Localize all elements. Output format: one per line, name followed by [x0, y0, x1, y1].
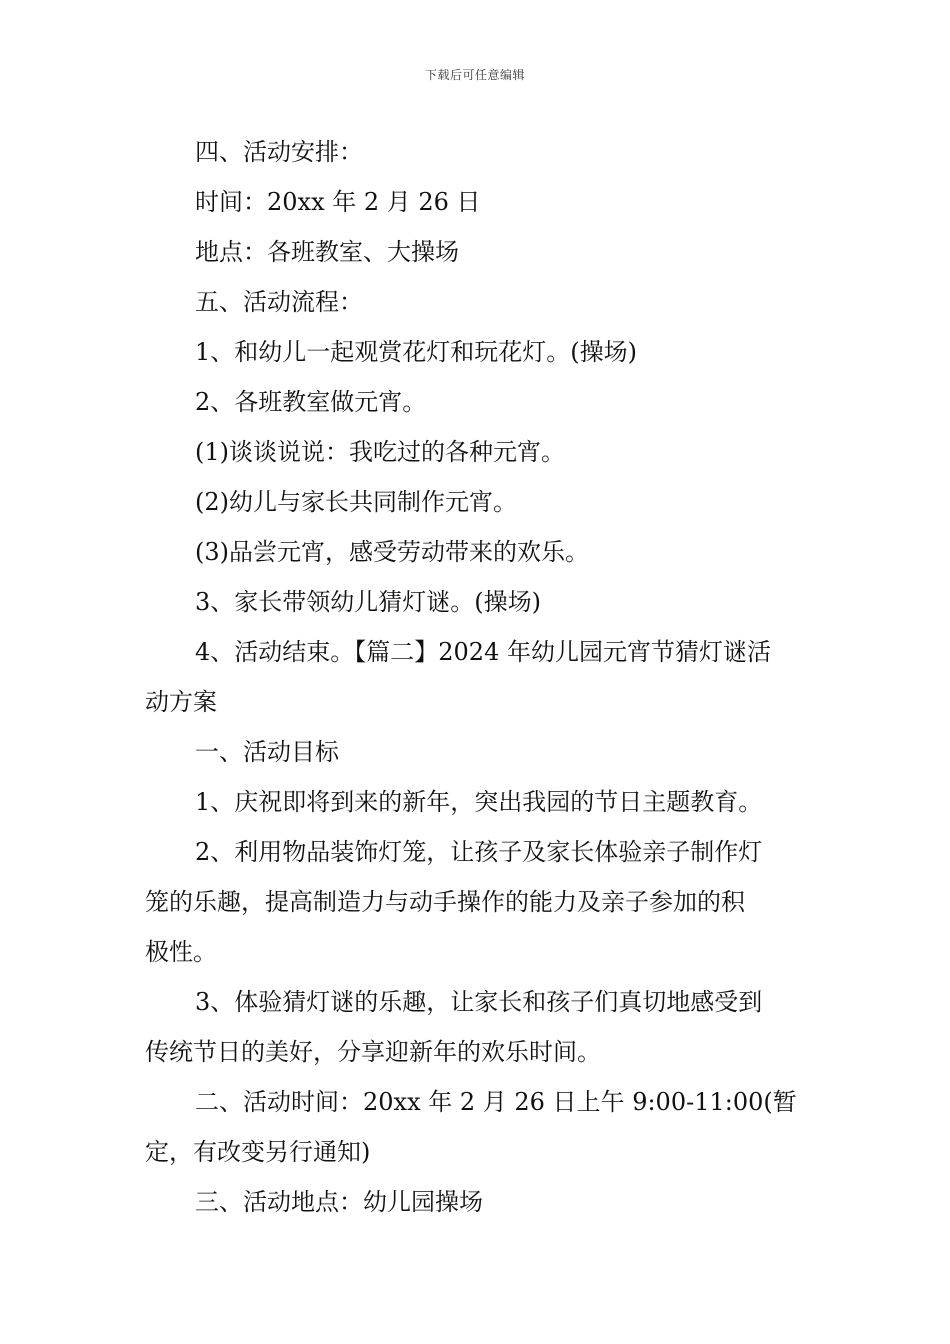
paragraph-line: 传统节日的美好，分享迎新年的欢乐时间。 [145, 1038, 601, 1066]
paragraph-line: (1)谈谈说说：我吃过的各种元宵。 [195, 438, 565, 466]
paragraph-line: 时间：20xx 年 2 月 26 日 [195, 188, 481, 216]
section-heading: 三、活动地点：幼儿园操场 [195, 1188, 483, 1216]
paragraph-line: (3)品尝元宵，感受劳动带来的欢乐。 [195, 538, 589, 566]
paragraph-line: 3、体验猜灯谜的乐趣，让家长和孩子们真切地感受到 [195, 988, 763, 1016]
paragraph-line: (2)幼儿与家长共同制作元宵。 [195, 488, 517, 516]
section-heading: 五、活动流程： [195, 288, 363, 316]
page-header: 下载后可任意编辑 [424, 68, 525, 82]
paragraph-line: 2、利用物品装饰灯笼，让孩子及家长体验亲子制作灯 [195, 838, 763, 866]
section-heading: 四、活动安排： [195, 138, 363, 166]
paragraph-line: 2、各班教室做元宵。 [195, 388, 427, 416]
paragraph-line: 动方案 [145, 688, 217, 716]
document-body [145, 127, 813, 1227]
paragraph-line: 3、家长带领幼儿猜灯谜。(操场) [195, 588, 541, 616]
paragraph-line: 极性。 [145, 938, 217, 966]
section-heading: 二、活动时间：20xx 年 2 月 26 日上午 9:00-11:00(暂 [195, 1088, 797, 1116]
paragraph-line: 1、庆祝即将到来的新年，突出我园的节日主题教育。 [195, 788, 763, 816]
paragraph-line: 4、活动结束。【篇二】2024 年幼儿园元宵节猜灯谜活 [195, 638, 771, 666]
paragraph-line: 1、和幼儿一起观赏花灯和玩花灯。(操场) [195, 338, 637, 366]
paragraph-line: 笼的乐趣，提高制造力与动手操作的能力及亲子参加的积 [145, 888, 745, 916]
paragraph-line: 地点：各班教室、大操场 [195, 238, 459, 266]
section-heading: 一、活动目标 [195, 738, 339, 766]
paragraph-line: 定，有改变另行通知) [145, 1138, 371, 1166]
